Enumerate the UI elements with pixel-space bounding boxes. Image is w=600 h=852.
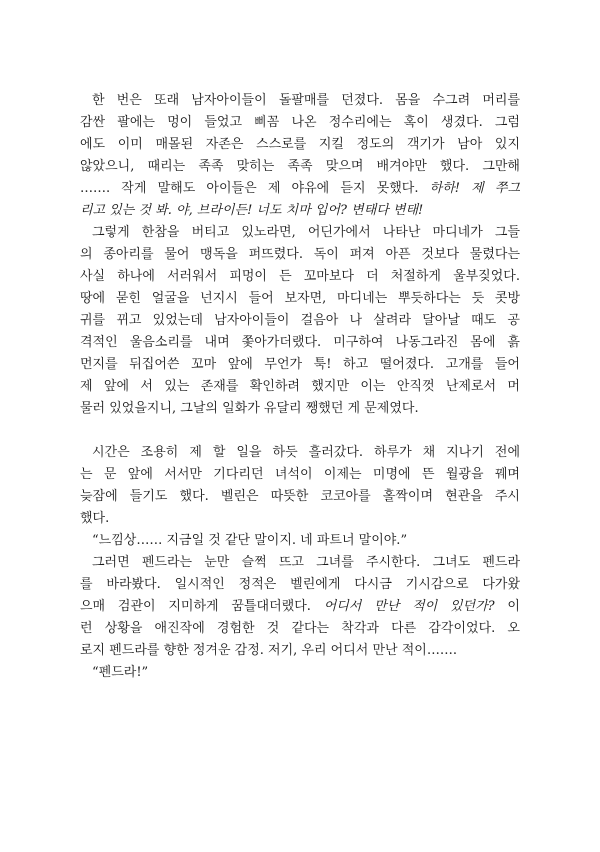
text-line	[80, 288, 520, 310]
text-run: 의 종아리를 물어 맹독을 퍼뜨렸다. 독이 퍼져 아픈 것보다 물렸다는	[80, 247, 520, 262]
text-line	[80, 530, 520, 552]
text-run: 는 문 앞에 서서만 기다리던 녀석이 이제는 미명에 뜬 월광을 꿰며	[80, 467, 520, 482]
text-line	[80, 596, 520, 618]
text-line	[80, 310, 520, 332]
document-page	[80, 90, 520, 684]
text-line	[80, 464, 520, 486]
paragraph-3	[80, 442, 520, 530]
text-line	[80, 398, 520, 420]
italic-text-run: 리고 있는 것 봐. 야, 브라이든! 너도 치마 입어? 변태다 변태!	[80, 203, 424, 218]
text-run: 늦잠에 들기도 했다. 벨린은 따뜻한 코코아를 홀짝이며 현관을 주시	[80, 489, 520, 504]
text-run: 시간은 조용히 제 할 일을 하듯 흘러갔다. 하루가 채 지나기 전에	[92, 445, 520, 460]
text-run: “펜드라!”	[92, 665, 149, 680]
text-run: 그러면 펜드라는 눈만 슬쩍 뜨고 그녀를 주시한다. 그녀도 펜드라	[92, 555, 520, 570]
text-run: 제 앞에 서 있는 존재를 확인하려 했지만 이는 안직껏 난제로서 머	[80, 379, 520, 394]
italic-text-run: 어디서 만난 적이 있던가?	[323, 599, 495, 614]
text-line	[80, 222, 520, 244]
text-run: “느낌상…… 지금일 것 같단 말이지. 네 파트너 말이야.”	[92, 533, 408, 548]
text-line	[80, 156, 520, 178]
text-line	[80, 376, 520, 398]
text-line	[80, 266, 520, 288]
text-line	[80, 662, 520, 684]
text-line	[80, 354, 520, 376]
text-run: 않았으니, 때리는 족족 맞히는 족족 맞으며 배겨야만 했다. 그만해	[80, 159, 520, 174]
text-run: 런 상황을 애진작에 경험한 것 같다는 착각과 다른 감각이었다. 오	[80, 621, 520, 636]
paragraph-2	[80, 222, 520, 420]
text-run: 으매 검관이 지미하게 꿈틀대더랬다.	[80, 599, 324, 614]
text-run: 그렇게 한참을 버티고 있노라면, 어딘가에서 나타난 마디네가 그들	[92, 225, 520, 240]
italic-text-run: 하하! 제 쭈그	[429, 181, 520, 196]
text-line	[80, 178, 520, 200]
text-run: 귀를 뀌고 있었는데 남자아이들이 걸음아 나 살려라 달아날 때도 공	[80, 313, 520, 328]
text-line	[80, 134, 520, 156]
text-line	[80, 618, 520, 640]
text-line	[80, 90, 520, 112]
text-run: 했다.	[80, 511, 110, 526]
text-run: 를 바라봤다. 일시적인 정적은 벨린에게 다시금 기시감으로 다가왔	[80, 577, 520, 592]
text-line	[80, 244, 520, 266]
text-line	[80, 200, 520, 222]
text-run: 땅에 묻힌 얼굴을 넌지시 들어 보자면, 마디네는 뿌듯하다는 듯 콧방	[80, 291, 520, 306]
text-line	[80, 508, 520, 530]
paragraph-4	[80, 552, 520, 662]
text-line	[80, 486, 520, 508]
dialogue-1	[80, 530, 520, 552]
text-line	[80, 574, 520, 596]
text-run: 감싼 팔에는 멍이 들었고 삐꼼 나온 정수리에는 혹이 생겼다. 그럼	[80, 115, 520, 130]
dialogue-2	[80, 662, 520, 684]
text-run: 사실 하나에 서러워서 피멍이 든 꼬마보다 더 처절하게 울부짖었다.	[80, 269, 520, 284]
text-run: 물러 있었을지니, 그날의 일화가 유달리 쨍했던 게 문제였다.	[80, 401, 419, 416]
text-run: 에도 이미 매몰된 자존은 스스로를 지킬 정도의 객기가 남아 있지	[80, 137, 520, 152]
text-line	[80, 112, 520, 134]
text-run: 이	[494, 599, 520, 614]
text-run: 로지 펜드라를 향한 정겨운 감정. 저기, 우리 어디서 만난 적이…….	[80, 643, 457, 658]
paragraph-1	[80, 90, 520, 222]
text-line	[80, 442, 520, 464]
text-line	[80, 640, 520, 662]
text-line	[80, 552, 520, 574]
text-run: 한 번은 또래 남자아이들이 돌팔매를 던졌다. 몸을 수그려 머리를	[92, 93, 520, 108]
text-run: 격적인 울음소리를 내며 쫓아가더랬다. 미구하여 나동그라진 몸에 흙	[80, 335, 520, 350]
section-break	[80, 420, 520, 442]
text-line	[80, 332, 520, 354]
text-run: 먼지를 뒤집어쓴 꼬마 앞에 무언가 툭! 하고 떨어졌다. 고개를 들어	[80, 357, 520, 372]
text-run: ……. 작게 말해도 아이들은 제 야유에 듣지 못했다.	[80, 181, 430, 196]
